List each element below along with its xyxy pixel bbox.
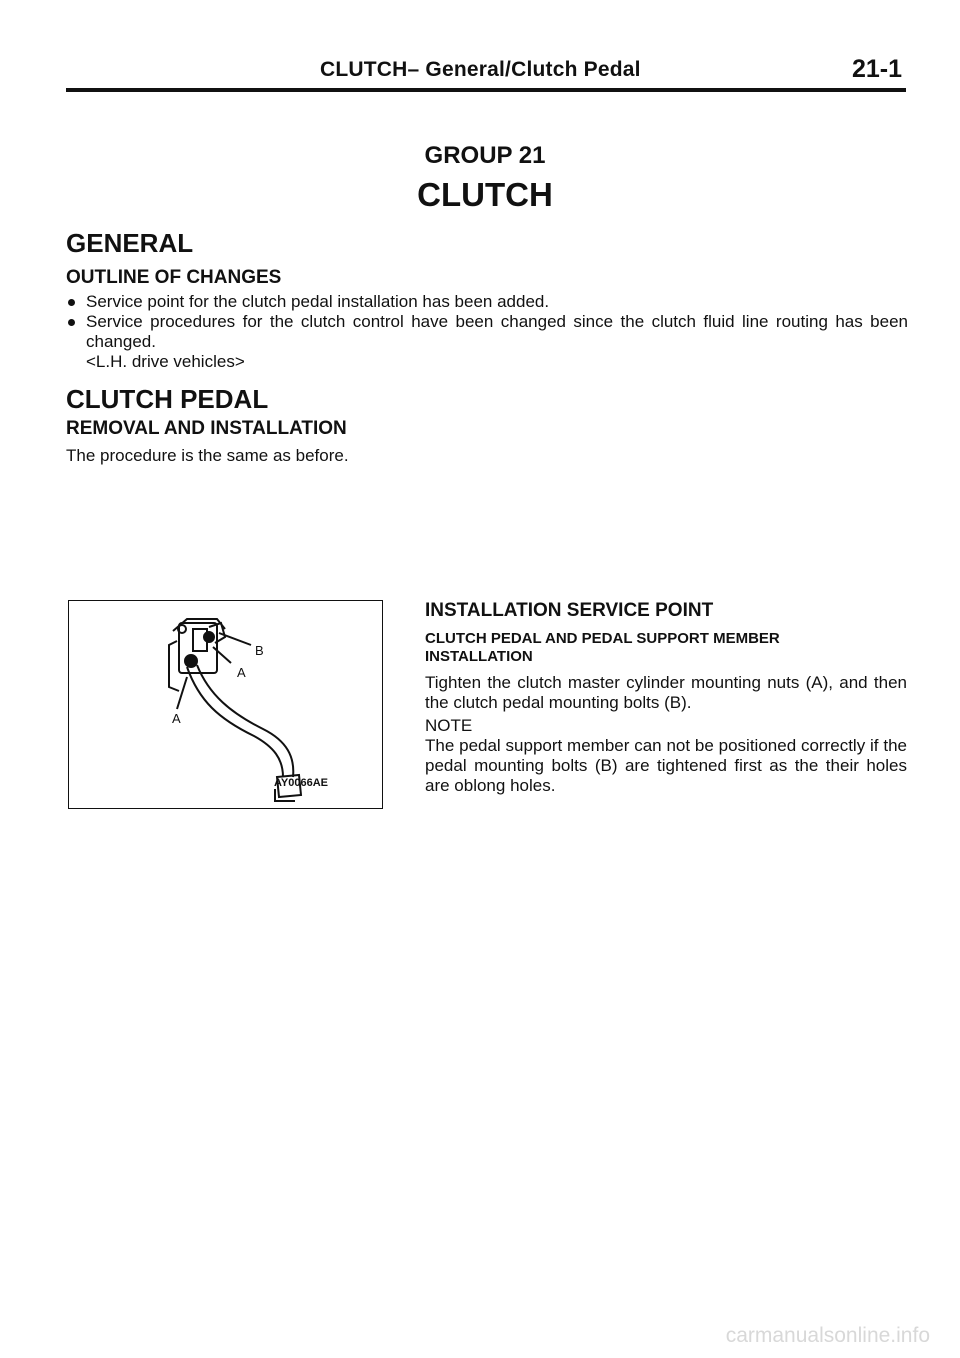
installation-subheading: [425, 630, 907, 666]
installation-heading: INSTALLATION SERVICE POINT: [425, 600, 714, 621]
outline-heading: OUTLINE OF CHANGES: [66, 267, 282, 288]
outline-item-text: Service procedures for the clutch control have been changed since the clutch fluid line routing has been changed.: [86, 312, 908, 351]
group-label: GROUP 21: [424, 142, 546, 169]
clutch-pedal-illustration: [69, 601, 381, 807]
removal-text: The procedure is the same as before.: [66, 446, 349, 465]
clutch-pedal-figure: [68, 600, 383, 809]
note-text: The pedal support member can not be positioned correctly if the pedal mounting bolts (B) are tightened first as the their holes are oblong holes.: [425, 736, 907, 795]
outline-item-text: Service point for the clutch pedal installation has been added.: [86, 292, 550, 311]
installation-subheading-line2: INSTALLATION: [425, 648, 533, 665]
installation-text: Tighten the clutch master cylinder mounting nuts (A), and then the clutch pedal mounting bolts (B).: [425, 673, 907, 712]
figure-label-a-lower: A: [172, 711, 181, 726]
removal-heading: REMOVAL AND INSTALLATION: [66, 418, 347, 439]
note-label: NOTE: [425, 716, 473, 735]
clutch-pedal-heading: CLUTCH PEDAL: [66, 384, 269, 414]
figure-label-a-upper: A: [237, 665, 246, 680]
page-number: 21-1: [851, 55, 902, 83]
header-rule: [66, 88, 906, 92]
outline-item: [66, 292, 908, 312]
figure-label-b: B: [255, 643, 264, 658]
running-header-title: CLUTCH– General/Clutch Pedal: [320, 58, 641, 81]
group-name: CLUTCH: [417, 176, 553, 213]
watermark: carmanualsonline.info: [725, 1324, 930, 1347]
general-heading: GENERAL: [66, 228, 194, 258]
outline-item: [66, 312, 908, 372]
bullet-icon: [68, 319, 75, 326]
figure-code: AY0066AE: [274, 777, 329, 789]
outline-list: [66, 292, 908, 372]
installation-subheading-line1: CLUTCH PEDAL AND PEDAL SUPPORT MEMBER: [425, 630, 780, 647]
outline-item-subtext: <L.H. drive vehicles>: [86, 352, 245, 371]
bullet-icon: [68, 299, 75, 306]
